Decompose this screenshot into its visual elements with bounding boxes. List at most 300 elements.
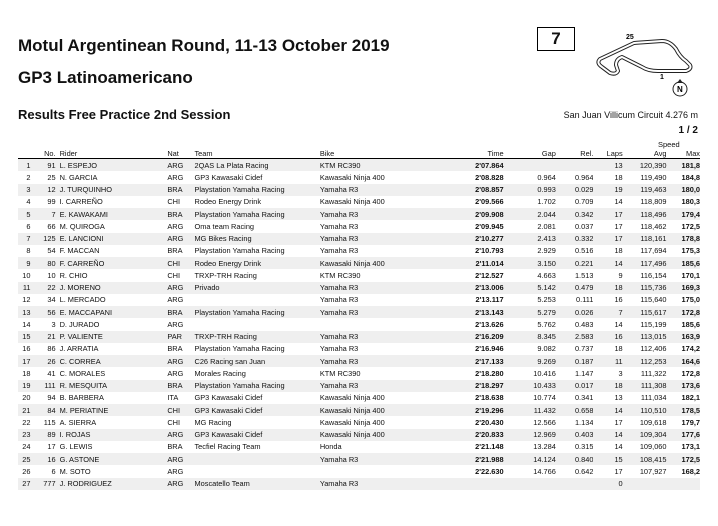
- cell-rider: R. MESQUITA: [56, 380, 168, 392]
- cell-bike: Yamaha R3: [320, 184, 445, 196]
- cell-team: Playstation Yamaha Racing: [194, 208, 319, 220]
- cell-no: 10: [47, 270, 56, 280]
- cell-pos: 9: [18, 257, 31, 269]
- cell-rider: G. ASTONE: [56, 453, 168, 465]
- cell-rel: 0.483: [574, 319, 594, 329]
- table-row: [18, 343, 700, 355]
- cell-gap: 0.964: [537, 172, 556, 182]
- cell-laps: 17: [614, 221, 623, 231]
- cell-laps: 15: [593, 453, 622, 465]
- cell-laps: 9: [618, 270, 623, 280]
- table-row: [18, 257, 700, 269]
- cell-rel: [556, 159, 594, 172]
- cell-max: 179,4: [667, 208, 700, 220]
- table-row: [18, 478, 700, 490]
- cell-bike: Kawasaki Ninja 400: [319, 393, 385, 403]
- cell-pos: 6: [26, 221, 31, 231]
- table-row: [18, 392, 700, 404]
- cell-no: 84: [31, 404, 56, 416]
- cell-bike: Yamaha R3: [320, 233, 445, 245]
- cell-bike: KTM RC390: [319, 270, 361, 280]
- cell-gap: 0.993: [504, 184, 556, 196]
- cell-rel: 0.187: [556, 355, 594, 367]
- cell-rel: 0.332: [556, 233, 594, 245]
- cell-max: 178,5: [667, 404, 700, 416]
- table-row: [18, 220, 700, 232]
- cell-nat: ARG: [167, 295, 184, 305]
- cell-nat: ITA: [167, 393, 179, 403]
- cell-time: 2'13.117: [475, 295, 504, 305]
- cell-rider: F. MACCAN: [59, 246, 100, 256]
- cell-pos: 26: [22, 466, 31, 476]
- cell-rider: J. MORENO: [56, 282, 168, 294]
- cell-pos: 18: [22, 368, 31, 378]
- table-row: [18, 441, 700, 453]
- cell-max: 180,0: [667, 184, 700, 196]
- cell-pos: 14: [22, 319, 31, 329]
- cell-rel: 0.737: [574, 344, 594, 354]
- cell-max: 179,7: [681, 417, 700, 427]
- cell-pos: 5: [18, 208, 31, 220]
- cell-bike: Yamaha R3: [319, 295, 359, 305]
- cell-avg: 118,161: [623, 233, 667, 245]
- cell-gap: 12.969: [504, 429, 556, 441]
- cell-laps: 3: [618, 368, 623, 378]
- cell-team: Playstation Yamaha Racing: [194, 306, 319, 318]
- cell-laps: 14: [593, 257, 622, 269]
- table-row: [18, 208, 700, 220]
- cell-avg: 107,927: [639, 466, 667, 476]
- cell-rider: J. ARRATIA: [59, 344, 99, 354]
- cell-gap: 10.433: [504, 380, 556, 392]
- cell-avg: 115,199: [640, 319, 667, 329]
- cell-gap: 10.416: [533, 368, 556, 378]
- cell-team: GP3 Kawasaki Cidef: [194, 404, 319, 416]
- svg-text:N: N: [677, 85, 683, 94]
- north-arrow-icon: [673, 79, 687, 96]
- col-no: No.: [31, 148, 56, 159]
- cell-avg: 115,640: [640, 295, 667, 305]
- map-label-turn-25: 25: [626, 34, 634, 41]
- cell-bike: Yamaha R3: [320, 208, 445, 220]
- cell-time: 2'17.133: [445, 355, 503, 367]
- cell-pos: 15: [18, 331, 31, 343]
- cell-pos: 27: [18, 478, 31, 490]
- cell-bike: Kawasaki Ninja 400: [320, 404, 445, 416]
- cell-bike: Honda: [319, 442, 342, 452]
- cell-nat: ARG: [167, 429, 194, 441]
- cell-max: 177,6: [667, 429, 700, 441]
- cell-rel: 0.709: [574, 197, 594, 207]
- col-bike: Bike: [320, 148, 445, 159]
- cell-bike: KTM RC390: [320, 159, 445, 172]
- cell-team: TRXP-TRH Racing: [194, 270, 257, 280]
- cell-bike: [320, 465, 445, 477]
- cell-avg: 109,304: [623, 429, 667, 441]
- table-row: [18, 294, 700, 306]
- cell-team: Playstation Yamaha Racing: [194, 380, 319, 392]
- page-number: 1 / 2: [678, 125, 698, 136]
- cell-avg: 109,618: [639, 417, 667, 427]
- cell-avg: 109,060: [639, 442, 667, 452]
- cell-bike: Yamaha R3: [320, 282, 445, 294]
- cell-bike: Yamaha R3: [320, 331, 445, 343]
- cell-max: 172,5: [681, 221, 700, 231]
- cell-nat: BRA: [167, 442, 183, 452]
- col-gap: Gap: [504, 148, 556, 159]
- table-row: [18, 404, 700, 416]
- cell-max: 173,6: [667, 380, 700, 392]
- table-row: [18, 184, 700, 196]
- cell-team: TRXP-TRH Racing: [194, 331, 319, 343]
- cell-time: 2'10.277: [445, 233, 503, 245]
- cell-avg: 108,415: [623, 453, 667, 465]
- cell-time: 2'09.566: [475, 197, 504, 207]
- cell-pos: 2: [26, 172, 31, 182]
- cell-nat: ARG: [167, 233, 194, 245]
- cell-bike: Yamaha R3: [320, 355, 445, 367]
- cell-team: GP3 Kawasaki Cidef: [194, 429, 319, 441]
- cell-team: GP3 Kawasaki Cidef: [194, 172, 263, 182]
- cell-max: 185,6: [681, 319, 700, 329]
- cell-rel: 0.479: [556, 282, 594, 294]
- col-laps: Laps: [593, 148, 622, 159]
- cell-laps: 19: [593, 184, 622, 196]
- cell-avg: 117,496: [623, 257, 667, 269]
- cell-bike: Yamaha R3: [319, 246, 359, 256]
- cell-pos: 25: [18, 453, 31, 465]
- cell-team: Morales Racing: [194, 368, 246, 378]
- cell-nat: CHI: [167, 417, 181, 427]
- cell-avg: 115,617: [623, 306, 667, 318]
- cell-laps: 14: [614, 197, 623, 207]
- cell-no: 777: [31, 478, 56, 490]
- cell-time: [445, 478, 503, 490]
- cell-avg: 111,322: [640, 368, 667, 378]
- cell-avg: 112,406: [640, 344, 667, 354]
- cell-max: 169,3: [667, 282, 700, 294]
- cell-rel: 0.026: [556, 306, 594, 318]
- cell-rider: C. MORALES: [59, 368, 106, 378]
- cell-time: 2'11.014: [445, 257, 503, 269]
- cell-no: 66: [47, 221, 56, 231]
- cell-max: 185,6: [667, 257, 700, 269]
- cell-max: 175,0: [681, 295, 700, 305]
- cell-pos: 3: [18, 184, 31, 196]
- table-row: [18, 355, 700, 367]
- cell-nat: CHI: [167, 257, 194, 269]
- cell-team: Rodeo Energy Drink: [194, 257, 319, 269]
- cell-avg: 116,154: [640, 270, 667, 280]
- cell-rel: 1.147: [574, 368, 594, 378]
- circuit-info: San Juan Villicum Circuit 4.276 m: [563, 110, 698, 120]
- cell-avg: 110,510: [623, 404, 667, 416]
- col-team: Team: [194, 148, 319, 159]
- cell-team: Tecfiel Racing Team: [194, 442, 261, 452]
- cell-bike: Kawasaki Ninja 400: [320, 429, 445, 441]
- cell-no: 56: [31, 306, 56, 318]
- cell-team: MG Bikes Racing: [194, 233, 319, 245]
- table-row: [18, 306, 700, 318]
- cell-rider: P. VALIENTE: [56, 331, 168, 343]
- cell-team: Playstation Yamaha Racing: [194, 184, 319, 196]
- cell-no: 111: [31, 380, 56, 392]
- cell-rel: 0.658: [556, 404, 594, 416]
- cell-time: 2'20.430: [475, 417, 504, 427]
- cell-pos: 7: [18, 233, 31, 245]
- cell-gap: 9.269: [504, 355, 556, 367]
- cell-team: GP3 Kawasaki Cidef: [194, 393, 263, 403]
- cell-no: 22: [31, 282, 56, 294]
- cell-pos: 20: [22, 393, 31, 403]
- cell-no: 26: [31, 355, 56, 367]
- cell-time: 2'16.209: [445, 331, 503, 343]
- cell-time: 2'18.638: [475, 393, 504, 403]
- cell-no: 16: [31, 453, 56, 465]
- cell-no: 34: [47, 295, 56, 305]
- cell-laps: 16: [614, 295, 623, 305]
- cell-time: 2'18.297: [445, 380, 503, 392]
- cell-gap: 14.124: [504, 453, 556, 465]
- session-title: Results Free Practice 2nd Session: [18, 107, 231, 122]
- cell-nat: BRA: [167, 344, 183, 354]
- cell-max: 172,8: [667, 306, 700, 318]
- cell-bike: KTM RC390: [319, 368, 361, 378]
- table-row: [18, 196, 700, 208]
- cell-pos: 16: [22, 344, 31, 354]
- cell-rider: D. JURADO: [59, 319, 100, 329]
- cell-rider: L. MERCADO: [59, 295, 106, 305]
- cell-nat: BRA: [167, 184, 194, 196]
- cell-rider: E. KAWAKAMI: [56, 208, 168, 220]
- cell-nat: ARG: [167, 368, 184, 378]
- cell-laps: 17: [593, 233, 622, 245]
- cell-rider: B. BARBERA: [59, 393, 104, 403]
- cell-rel: [556, 478, 594, 490]
- cell-gap: 5.253: [537, 295, 556, 305]
- table-row: [18, 465, 700, 477]
- cell-no: 86: [47, 344, 56, 354]
- cell-nat: ARG: [167, 478, 194, 490]
- cell-time: 2'09.945: [475, 221, 504, 231]
- cell-bike: [320, 318, 445, 330]
- cell-rel: 0.315: [574, 442, 594, 452]
- cell-team: MG Racing: [194, 417, 232, 427]
- cell-avg: 117,694: [640, 246, 667, 256]
- cell-gap: 5.762: [537, 319, 556, 329]
- cell-no: 12: [31, 184, 56, 196]
- cell-avg: [623, 478, 667, 490]
- cell-time: 2'13.006: [445, 282, 503, 294]
- cell-team: Oma team Racing: [194, 221, 255, 231]
- cell-laps: 0: [593, 478, 622, 490]
- cell-time: 2'22.630: [475, 466, 504, 476]
- col-max: Max: [667, 148, 700, 159]
- cell-time: 2'10.793: [475, 246, 504, 256]
- cell-time: 2'07.864: [445, 159, 503, 172]
- cell-max: 170,1: [681, 270, 700, 280]
- cell-no: 21: [31, 331, 56, 343]
- table-row: [18, 416, 700, 428]
- cell-bike: Kawasaki Ninja 400: [319, 197, 385, 207]
- cell-rel: 0.642: [574, 466, 594, 476]
- col-rel: Rel.: [556, 148, 594, 159]
- cell-time: 2'12.527: [475, 270, 504, 280]
- cell-avg: 111,034: [640, 393, 667, 403]
- cell-nat: BRA: [167, 208, 194, 220]
- cell-laps: 13: [593, 159, 622, 172]
- cell-laps: 17: [593, 208, 622, 220]
- cell-rider: L. ESPEJO: [56, 159, 168, 172]
- cell-rel: 1.513: [574, 270, 594, 280]
- cell-avg: 115,736: [623, 282, 667, 294]
- cell-gap: 14.766: [533, 466, 556, 476]
- cell-gap: 5.279: [504, 306, 556, 318]
- cell-pos: 24: [22, 442, 31, 452]
- cell-rel: 2.583: [556, 331, 594, 343]
- cell-rel: 0.341: [574, 393, 594, 403]
- cell-max: 174,2: [681, 344, 700, 354]
- cell-rider: I. CARREÑO: [59, 197, 103, 207]
- cell-pos: 23: [18, 429, 31, 441]
- cell-gap: 8.345: [504, 331, 556, 343]
- cell-no: 89: [31, 429, 56, 441]
- cell-pos: 19: [18, 380, 31, 392]
- cell-team: [194, 453, 319, 465]
- cell-no: 41: [47, 368, 56, 378]
- table-row: [18, 269, 700, 281]
- cell-bike: Yamaha R3: [319, 344, 359, 354]
- cell-nat: CHI: [167, 270, 181, 280]
- cell-rel: 0.840: [556, 453, 594, 465]
- cell-pos: 17: [18, 355, 31, 367]
- cell-time: 2'20.833: [445, 429, 503, 441]
- cell-laps: 18: [593, 380, 622, 392]
- cell-rider: E. MACCAPANI: [56, 306, 168, 318]
- cell-gap: 9.082: [537, 344, 556, 354]
- cell-rel: 0.017: [556, 380, 594, 392]
- cell-nat: ARG: [167, 466, 184, 476]
- cell-no: 17: [47, 442, 56, 452]
- cell-no: 125: [31, 233, 56, 245]
- cell-pos: 8: [26, 246, 31, 256]
- cell-max: 173,1: [681, 442, 700, 452]
- cell-rider: M. SOTO: [59, 466, 91, 476]
- cell-laps: 17: [614, 417, 623, 427]
- cell-time: 2'21.988: [445, 453, 503, 465]
- cell-time: 2'08.828: [475, 172, 504, 182]
- cell-gap: 11.432: [504, 404, 556, 416]
- cell-avg: 120,390: [623, 159, 667, 172]
- col-avg: Avg: [623, 148, 667, 159]
- cell-nat: ARG: [167, 453, 194, 465]
- cell-laps: 18: [593, 282, 622, 294]
- col-pos: [18, 148, 31, 159]
- cell-rel: 0.403: [556, 429, 594, 441]
- cell-avg: 119,463: [623, 184, 667, 196]
- cell-laps: 11: [593, 355, 622, 367]
- category-title: GP3 Latinoamericano: [18, 68, 193, 87]
- cell-pos: 21: [18, 404, 31, 416]
- cell-gap: [504, 478, 556, 490]
- cell-rel: 0.221: [556, 257, 594, 269]
- cell-nat: ARG: [167, 355, 194, 367]
- cell-nat: CHI: [167, 404, 194, 416]
- cell-nat: ARG: [167, 282, 194, 294]
- cell-bike: Yamaha R3: [320, 478, 445, 490]
- cell-no: 54: [47, 246, 56, 256]
- cell-nat: ARG: [167, 221, 184, 231]
- cell-gap: 4.663: [537, 270, 556, 280]
- cell-no: 94: [47, 393, 56, 403]
- cell-pos: 10: [22, 270, 31, 280]
- speed-header: Speed: [658, 140, 680, 149]
- cell-no: 115: [43, 417, 56, 427]
- cell-no: 91: [31, 159, 56, 172]
- cell-laps: 18: [614, 344, 623, 354]
- table-row: [18, 171, 700, 183]
- cell-max: [667, 478, 700, 490]
- cell-rider: C. CORREA: [56, 355, 168, 367]
- table-row: [18, 453, 700, 465]
- cell-rider: M. QUIROGA: [59, 221, 105, 231]
- cell-gap: 1.702: [537, 197, 556, 207]
- cell-team: Rodeo Energy Drink: [194, 197, 262, 207]
- cell-no: 99: [47, 197, 56, 207]
- table-row: [18, 367, 700, 379]
- event-title: Motul Argentinean Round, 11-13 October 2019: [18, 36, 390, 55]
- cell-max: 175,3: [681, 246, 700, 256]
- table-header-row: [18, 148, 700, 159]
- cell-gap: 2.413: [504, 233, 556, 245]
- cell-nat: CHI: [167, 197, 181, 207]
- cell-pos: 13: [18, 306, 31, 318]
- cell-time: 2'08.857: [445, 184, 503, 196]
- cell-rider: J. RODRIGUEZ: [56, 478, 168, 490]
- cell-max: 172,8: [681, 368, 700, 378]
- cell-max: 184,8: [681, 172, 700, 182]
- cell-max: 178,8: [667, 233, 700, 245]
- cell-bike: Kawasaki Ninja 400: [320, 257, 445, 269]
- cell-no: 7: [31, 208, 56, 220]
- cell-rel: 0.516: [574, 246, 594, 256]
- cell-max: 163,9: [667, 331, 700, 343]
- cell-max: 180,3: [681, 197, 700, 207]
- table-row: [18, 331, 700, 343]
- col-rider: Rider: [56, 148, 168, 159]
- cell-gap: 2.081: [537, 221, 556, 231]
- cell-rel: 0.342: [556, 208, 594, 220]
- cell-gap: 2.044: [504, 208, 556, 220]
- cell-bike: Kawasaki Ninja 400: [319, 417, 385, 427]
- cell-max: 182,1: [681, 393, 700, 403]
- cell-time: 2'13.143: [445, 306, 503, 318]
- cell-rider: E. LANCIONI: [56, 233, 168, 245]
- cell-rel: 1.134: [574, 417, 594, 427]
- cell-nat: PAR: [167, 331, 194, 343]
- cell-laps: 14: [593, 429, 622, 441]
- cell-nat: ARG: [167, 319, 184, 329]
- cell-avg: 119,490: [640, 172, 667, 182]
- cell-rider: G. LEWIS: [59, 442, 93, 452]
- cell-gap: [504, 159, 556, 172]
- cell-avg: 118,809: [640, 197, 667, 207]
- cell-max: 172,5: [667, 453, 700, 465]
- cell-team: [194, 294, 319, 306]
- cell-avg: 118,462: [640, 221, 667, 231]
- cell-team: Privado: [194, 282, 319, 294]
- cell-no: 6: [51, 466, 56, 476]
